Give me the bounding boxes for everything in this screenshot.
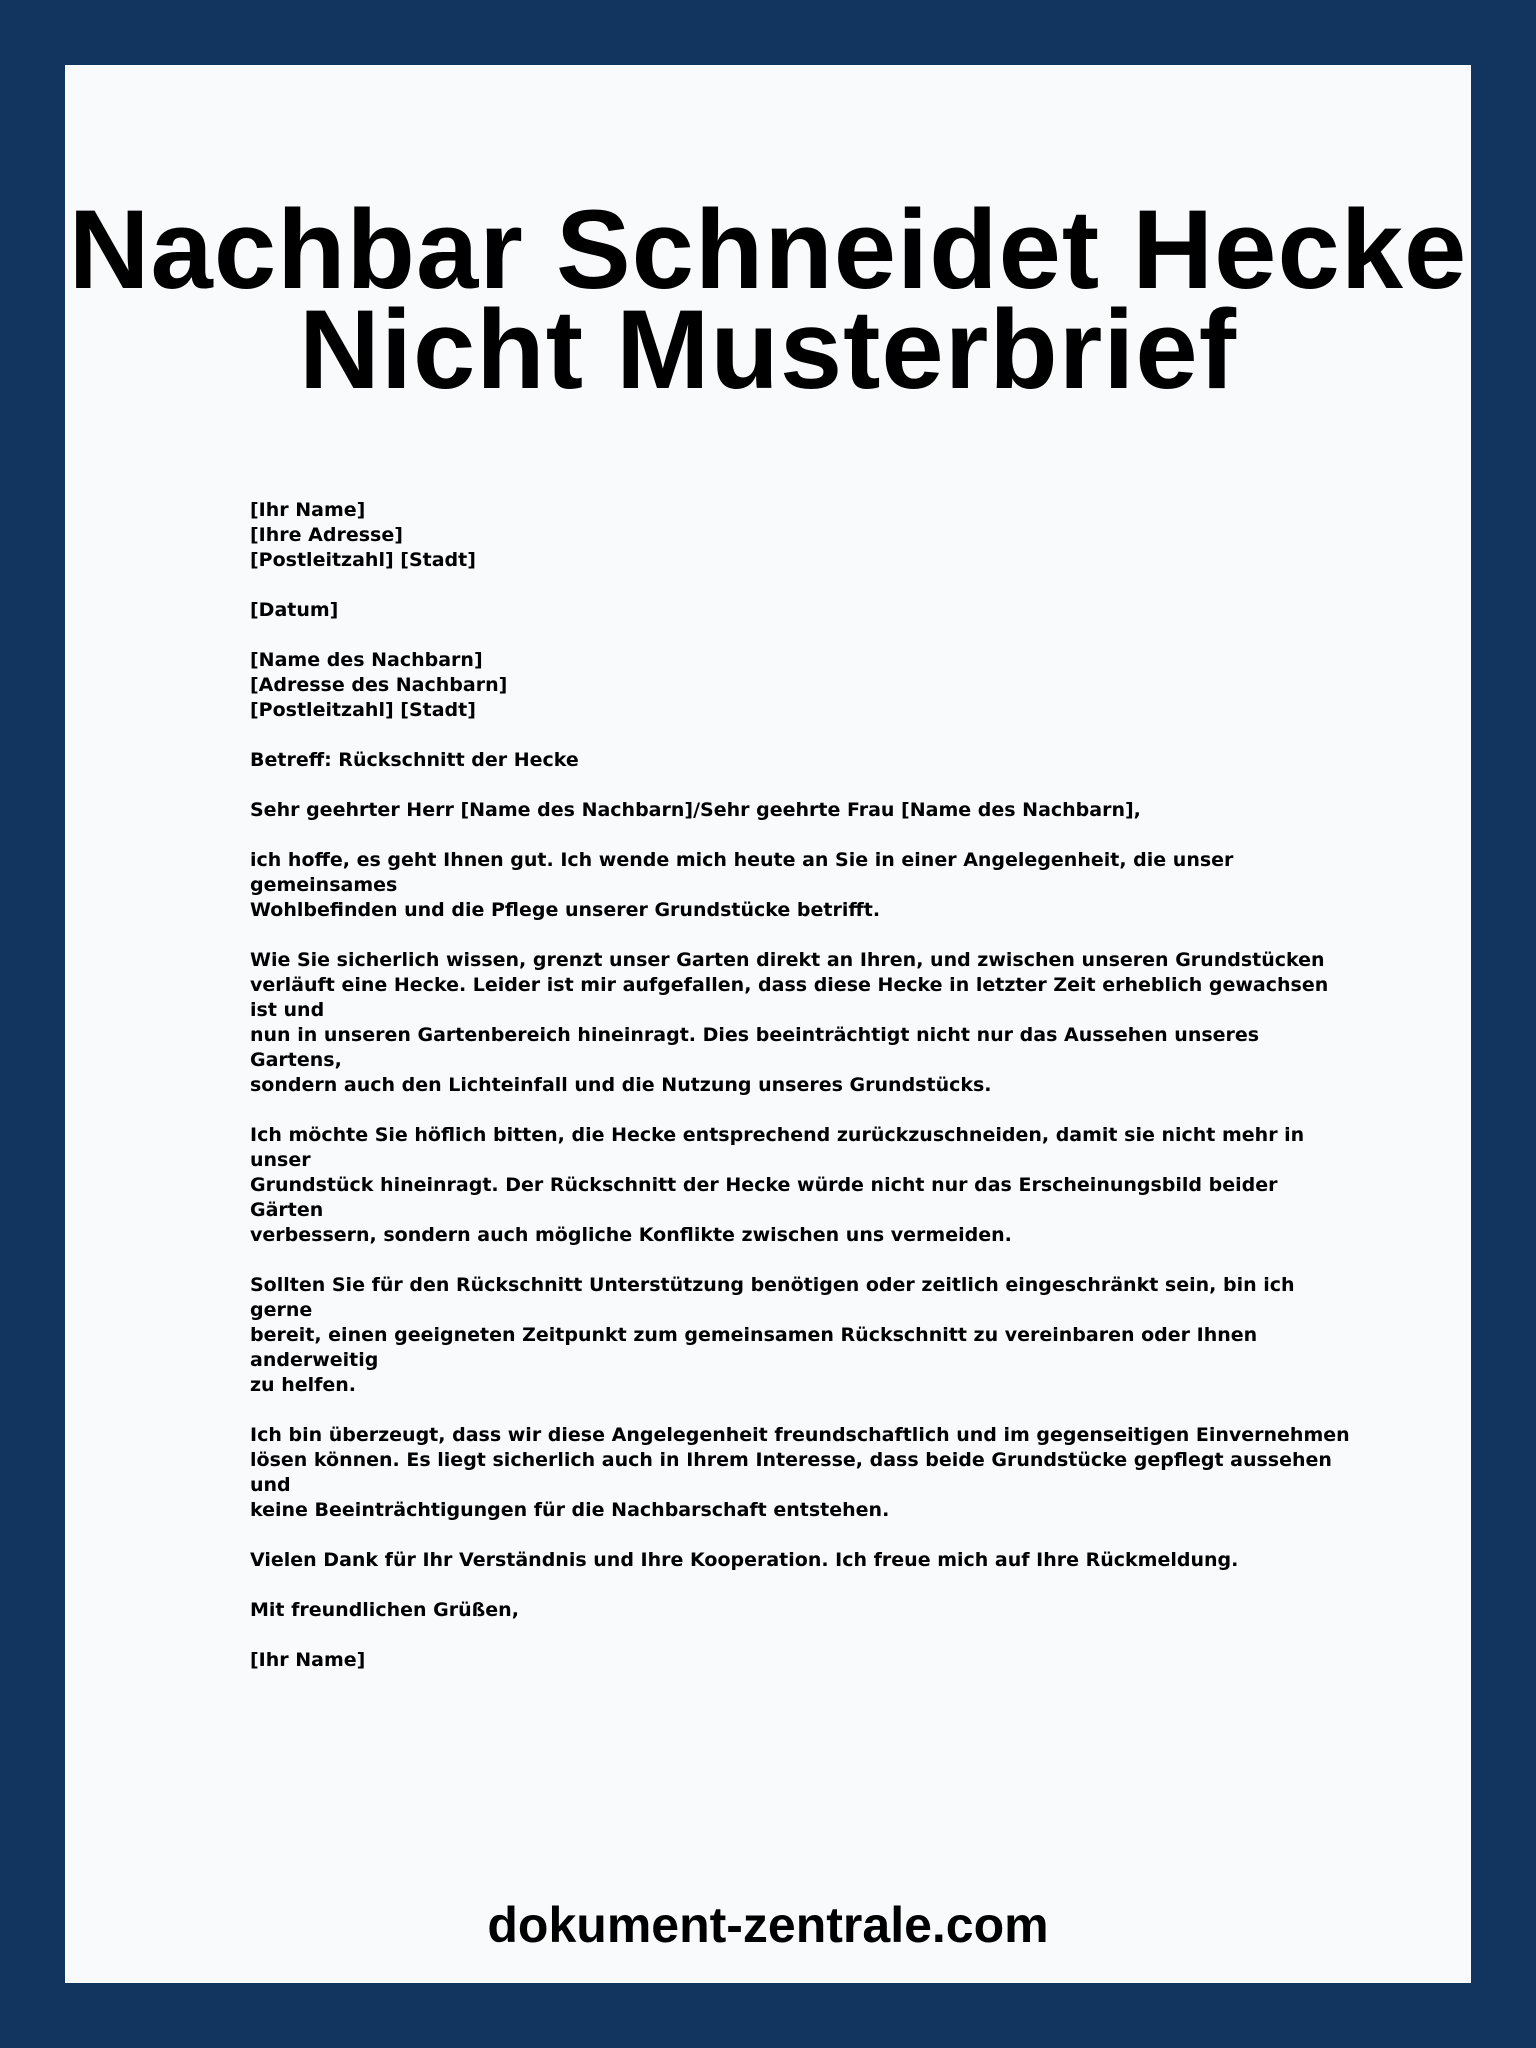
- paragraph-line: Wie Sie sicherlich wissen, grenzt unser Garten direkt an Ihren, und zwischen unseren Grundstücken: [250, 949, 1325, 971]
- sender-city: [Postleitzahl] [Stadt]: [250, 549, 476, 571]
- body-paragraph-2: [250, 948, 1350, 1098]
- title-line-2: Nicht Musterbrief: [299, 287, 1237, 412]
- body-paragraph-1: [250, 848, 1350, 923]
- letter-subject: Betreff: Rückschnitt der Hecke: [250, 749, 579, 771]
- footer-site-name: dokument-zentrale.com: [487, 1897, 1049, 1953]
- paragraph-line: Vielen Dank für Ihr Verständnis und Ihre Kooperation. Ich freue mich auf Ihre Rückmeldung.: [250, 1549, 1239, 1571]
- paragraph-line: zu helfen.: [250, 1374, 357, 1396]
- paragraph-line: verläuft eine Hecke. Leider ist mir aufgefallen, dass diese Hecke in letzter Zeit erheblich gewachsen ist und: [250, 974, 1329, 1021]
- recipient-city: [Postleitzahl] [Stadt]: [250, 699, 476, 721]
- letter-page: [65, 65, 1471, 1983]
- paragraph-line: Ich möchte Sie höflich bitten, die Hecke entsprechend zurückzuschneiden, damit sie nicht mehr in unser: [250, 1124, 1305, 1171]
- body-paragraph-5: [250, 1423, 1350, 1523]
- paragraph-line: bereit, einen geeigneten Zeitpunkt zum gemeinsamen Rückschnitt zu vereinbaren oder Ihnen anderweitig: [250, 1324, 1258, 1371]
- paragraph-line: verbessern, sondern auch mögliche Konflikte zwischen uns vermeiden.: [250, 1224, 1012, 1246]
- title-line-1: Nachbar Schneidet Hecke: [68, 187, 1468, 312]
- body-paragraph-4: [250, 1273, 1350, 1398]
- recipient-name: [Name des Nachbarn]: [250, 649, 483, 671]
- sender-block: [250, 498, 1350, 573]
- paragraph-line: Wohlbefinden und die Pflege unserer Grundstücke betrifft.: [250, 899, 881, 921]
- letter-salutation: Sehr geehrter Herr [Name des Nachbarn]/Sehr geehrte Frau [Name des Nachbarn],: [250, 799, 1141, 821]
- letter-signature: [Ihr Name]: [250, 1649, 366, 1671]
- paragraph-line: ich hoffe, es geht Ihnen gut. Ich wende mich heute an Sie in einer Angelegenheit, die unser gemeinsames: [250, 849, 1234, 896]
- paragraph-line: Ich bin überzeugt, dass wir diese Angelegenheit freundschaftlich und im gegenseitigen Einvernehmen: [250, 1424, 1350, 1446]
- paragraph-line: sondern auch den Lichteinfall und die Nutzung unseres Grundstücks.: [250, 1074, 992, 1096]
- paragraph-line: Grundstück hineinragt. Der Rückschnitt der Hecke würde nicht nur das Erscheinungsbild beider Gärten: [250, 1174, 1278, 1221]
- recipient-address: [Adresse des Nachbarn]: [250, 674, 508, 696]
- body-paragraph-6: [250, 1548, 1350, 1573]
- recipient-block: [250, 648, 1350, 723]
- letter-body: [250, 498, 1350, 1698]
- paragraph-line: Sollten Sie für den Rückschnitt Unterstützung benötigen oder zeitlich eingeschränkt sein, bin ich gerne: [250, 1274, 1295, 1321]
- sender-address: [Ihre Adresse]: [250, 524, 403, 546]
- page-title: [65, 187, 1471, 412]
- letter-closing: Mit freundlichen Grüßen,: [250, 1599, 519, 1621]
- sender-name: [Ihr Name]: [250, 499, 366, 521]
- paragraph-line: keine Beeinträchtigungen für die Nachbarschaft entstehen.: [250, 1499, 890, 1521]
- paragraph-line: nun in unseren Gartenbereich hineinragt. Dies beeinträchtigt nicht nur das Aussehen unseres Gartens,: [250, 1024, 1260, 1071]
- paragraph-line: lösen können. Es liegt sicherlich auch in Ihrem Interesse, dass beide Grundstücke gepflegt aussehen und: [250, 1449, 1332, 1496]
- body-paragraph-3: [250, 1123, 1350, 1248]
- letter-date: [Datum]: [250, 599, 339, 621]
